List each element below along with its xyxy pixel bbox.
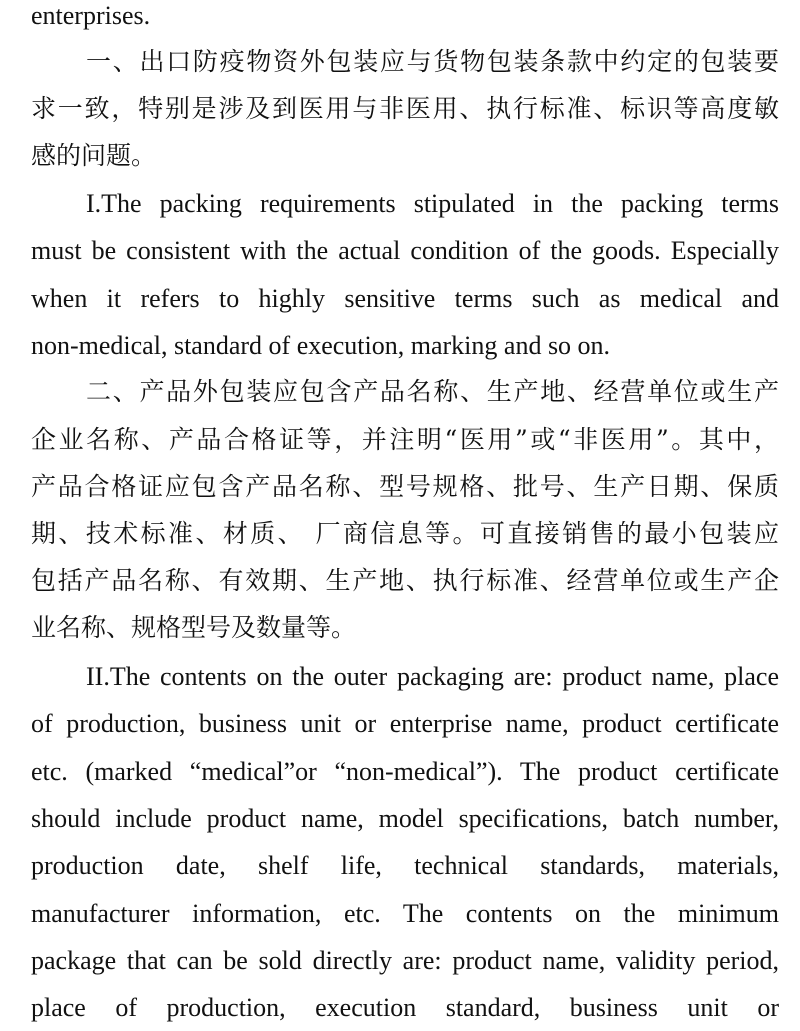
paragraph-2-cn-line-5: 包括产品名称、有效期、生产地、执行标准、经营单位或生产企: [31, 566, 779, 595]
paragraph-2-cn-line-2: 企业名称、产品合格证等，并注明“医用”或“非医用”。其中，: [31, 425, 779, 454]
paragraph-1-cn-line-1: 一、出口防疫物资外包装应与货物包装条款中约定的包装要: [86, 47, 779, 76]
paragraph-1-cn-line-3: 感的问题。: [31, 141, 157, 170]
paragraph-1-en-line-1: I.The packing requirements stipulated in the packing terms: [86, 189, 779, 218]
paragraph-2-en-line-3: etc. (marked “medical”or “non-medical”). The product certificate: [31, 757, 779, 786]
paragraph-1-cn-line-2: 求一致，特别是涉及到医用与非医用、执行标准、标识等高度敏: [31, 94, 779, 123]
paragraph-1-en-line-4: non-medical, standard of execution, marking and so on.: [31, 331, 611, 360]
paragraph-1-en-line-3: when it refers to highly sensitive terms such as medical and: [31, 284, 779, 313]
text-line-enterprises: enterprises.: [31, 1, 151, 30]
paragraph-2-cn-line-6: 业名称、规格型号及数量等。: [31, 613, 357, 642]
paragraph-2-en-line-6: manufacturer information, etc. The contents on the minimum: [31, 899, 779, 928]
paragraph-2-en-line-7: package that can be sold directly are: product name, validity period,: [31, 946, 779, 975]
paragraph-2-en-line-2: of production, business unit or enterprise name, product certificate: [31, 709, 779, 738]
paragraph-2-en-line-8: place of production, execution standard, business unit or: [31, 993, 779, 1022]
paragraph-2-en-line-5: production date, shelf life, technical standards, materials,: [31, 851, 779, 880]
paragraph-2-en-line-1: II.The contents on the outer packaging are: product name, place: [86, 662, 779, 691]
paragraph-2-cn-line-1: 二、产品外包装应包含产品名称、生产地、经营单位或生产: [86, 377, 779, 406]
paragraph-2-cn-line-4: 期、技术标准、材质、 厂商信息等。可直接销售的最小包装应: [31, 519, 779, 548]
paragraph-1-en-line-2: must be consistent with the actual condition of the goods. Especially: [31, 236, 779, 265]
paragraph-2-cn-line-3: 产品合格证应包含产品名称、型号规格、批号、生产日期、保质: [31, 472, 779, 501]
paragraph-2-en-line-4: should include product name, model specifications, batch number,: [31, 804, 779, 833]
